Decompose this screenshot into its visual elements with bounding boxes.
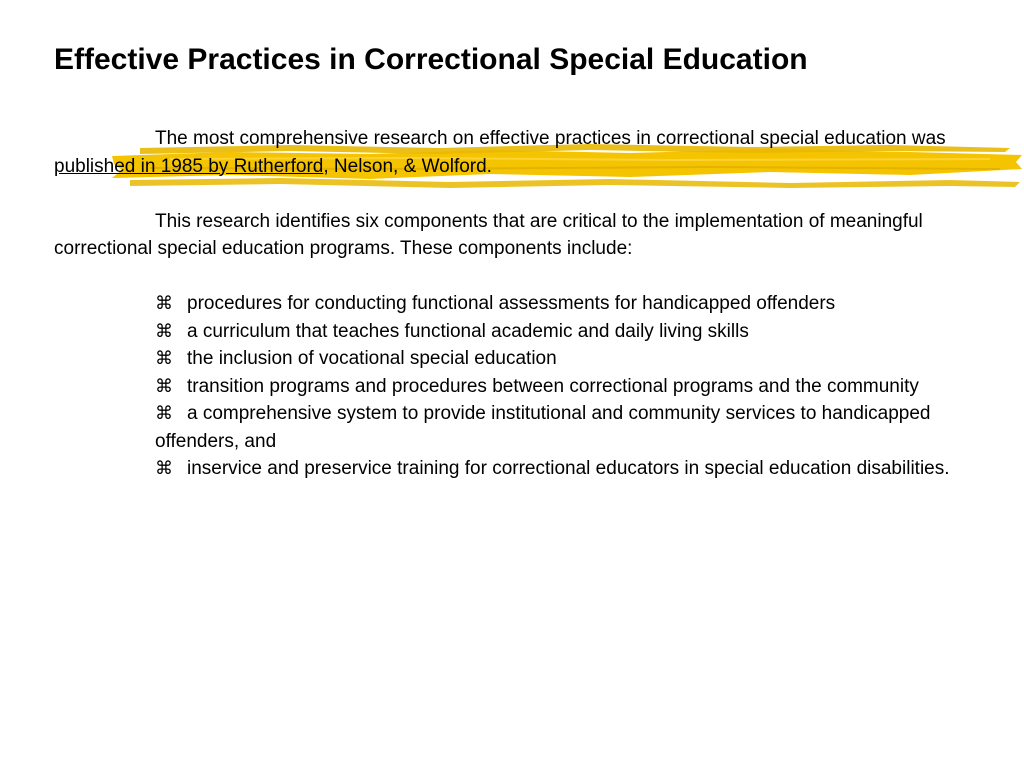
command-key-icon: ⌘ [155,348,173,369]
list-item-text: procedures for conducting functional assessments for handicapped offenders [187,293,836,314]
list-item [155,290,964,318]
command-key-icon: ⌘ [155,375,173,397]
components-paragraph: This research identifies six components that are critical to the implementation of meaningful correctional special education programs. These components include: [54,210,923,259]
citation-underlined: published in 1985 by Rutherford [54,155,324,177]
list-item-text: inservice and preservice training for correctional educators in special education disabilities. [187,458,950,479]
list-item-text: a curriculum that teaches functional academic and daily living skills [187,320,749,342]
list-item [155,400,964,455]
list-item [155,318,964,346]
command-key-icon: ⌘ [155,320,173,342]
list-item-text: a comprehensive system to provide institutional and community services to handicapped offenders, and [155,403,931,452]
list-item [155,345,964,373]
list-item [155,373,964,401]
components-list [54,290,964,483]
command-key-icon: ⌘ [155,293,173,314]
list-item-text: the inclusion of vocational special education [187,348,557,369]
list-item-text: transition programs and procedures between correctional programs and the community [187,375,919,397]
intro-paragraph [54,125,964,180]
list-item [155,455,964,483]
command-key-icon: ⌘ [155,458,173,479]
command-key-icon: ⌘ [155,403,173,424]
intro-text-end: , Nelson, & Wolford. [323,155,492,177]
slide-body [54,125,964,483]
slide-title: Effective Practices in Correctional Special Education [54,43,808,76]
intro-text-start: The most comprehensive research on effective practices in correctional special education was [155,128,946,149]
